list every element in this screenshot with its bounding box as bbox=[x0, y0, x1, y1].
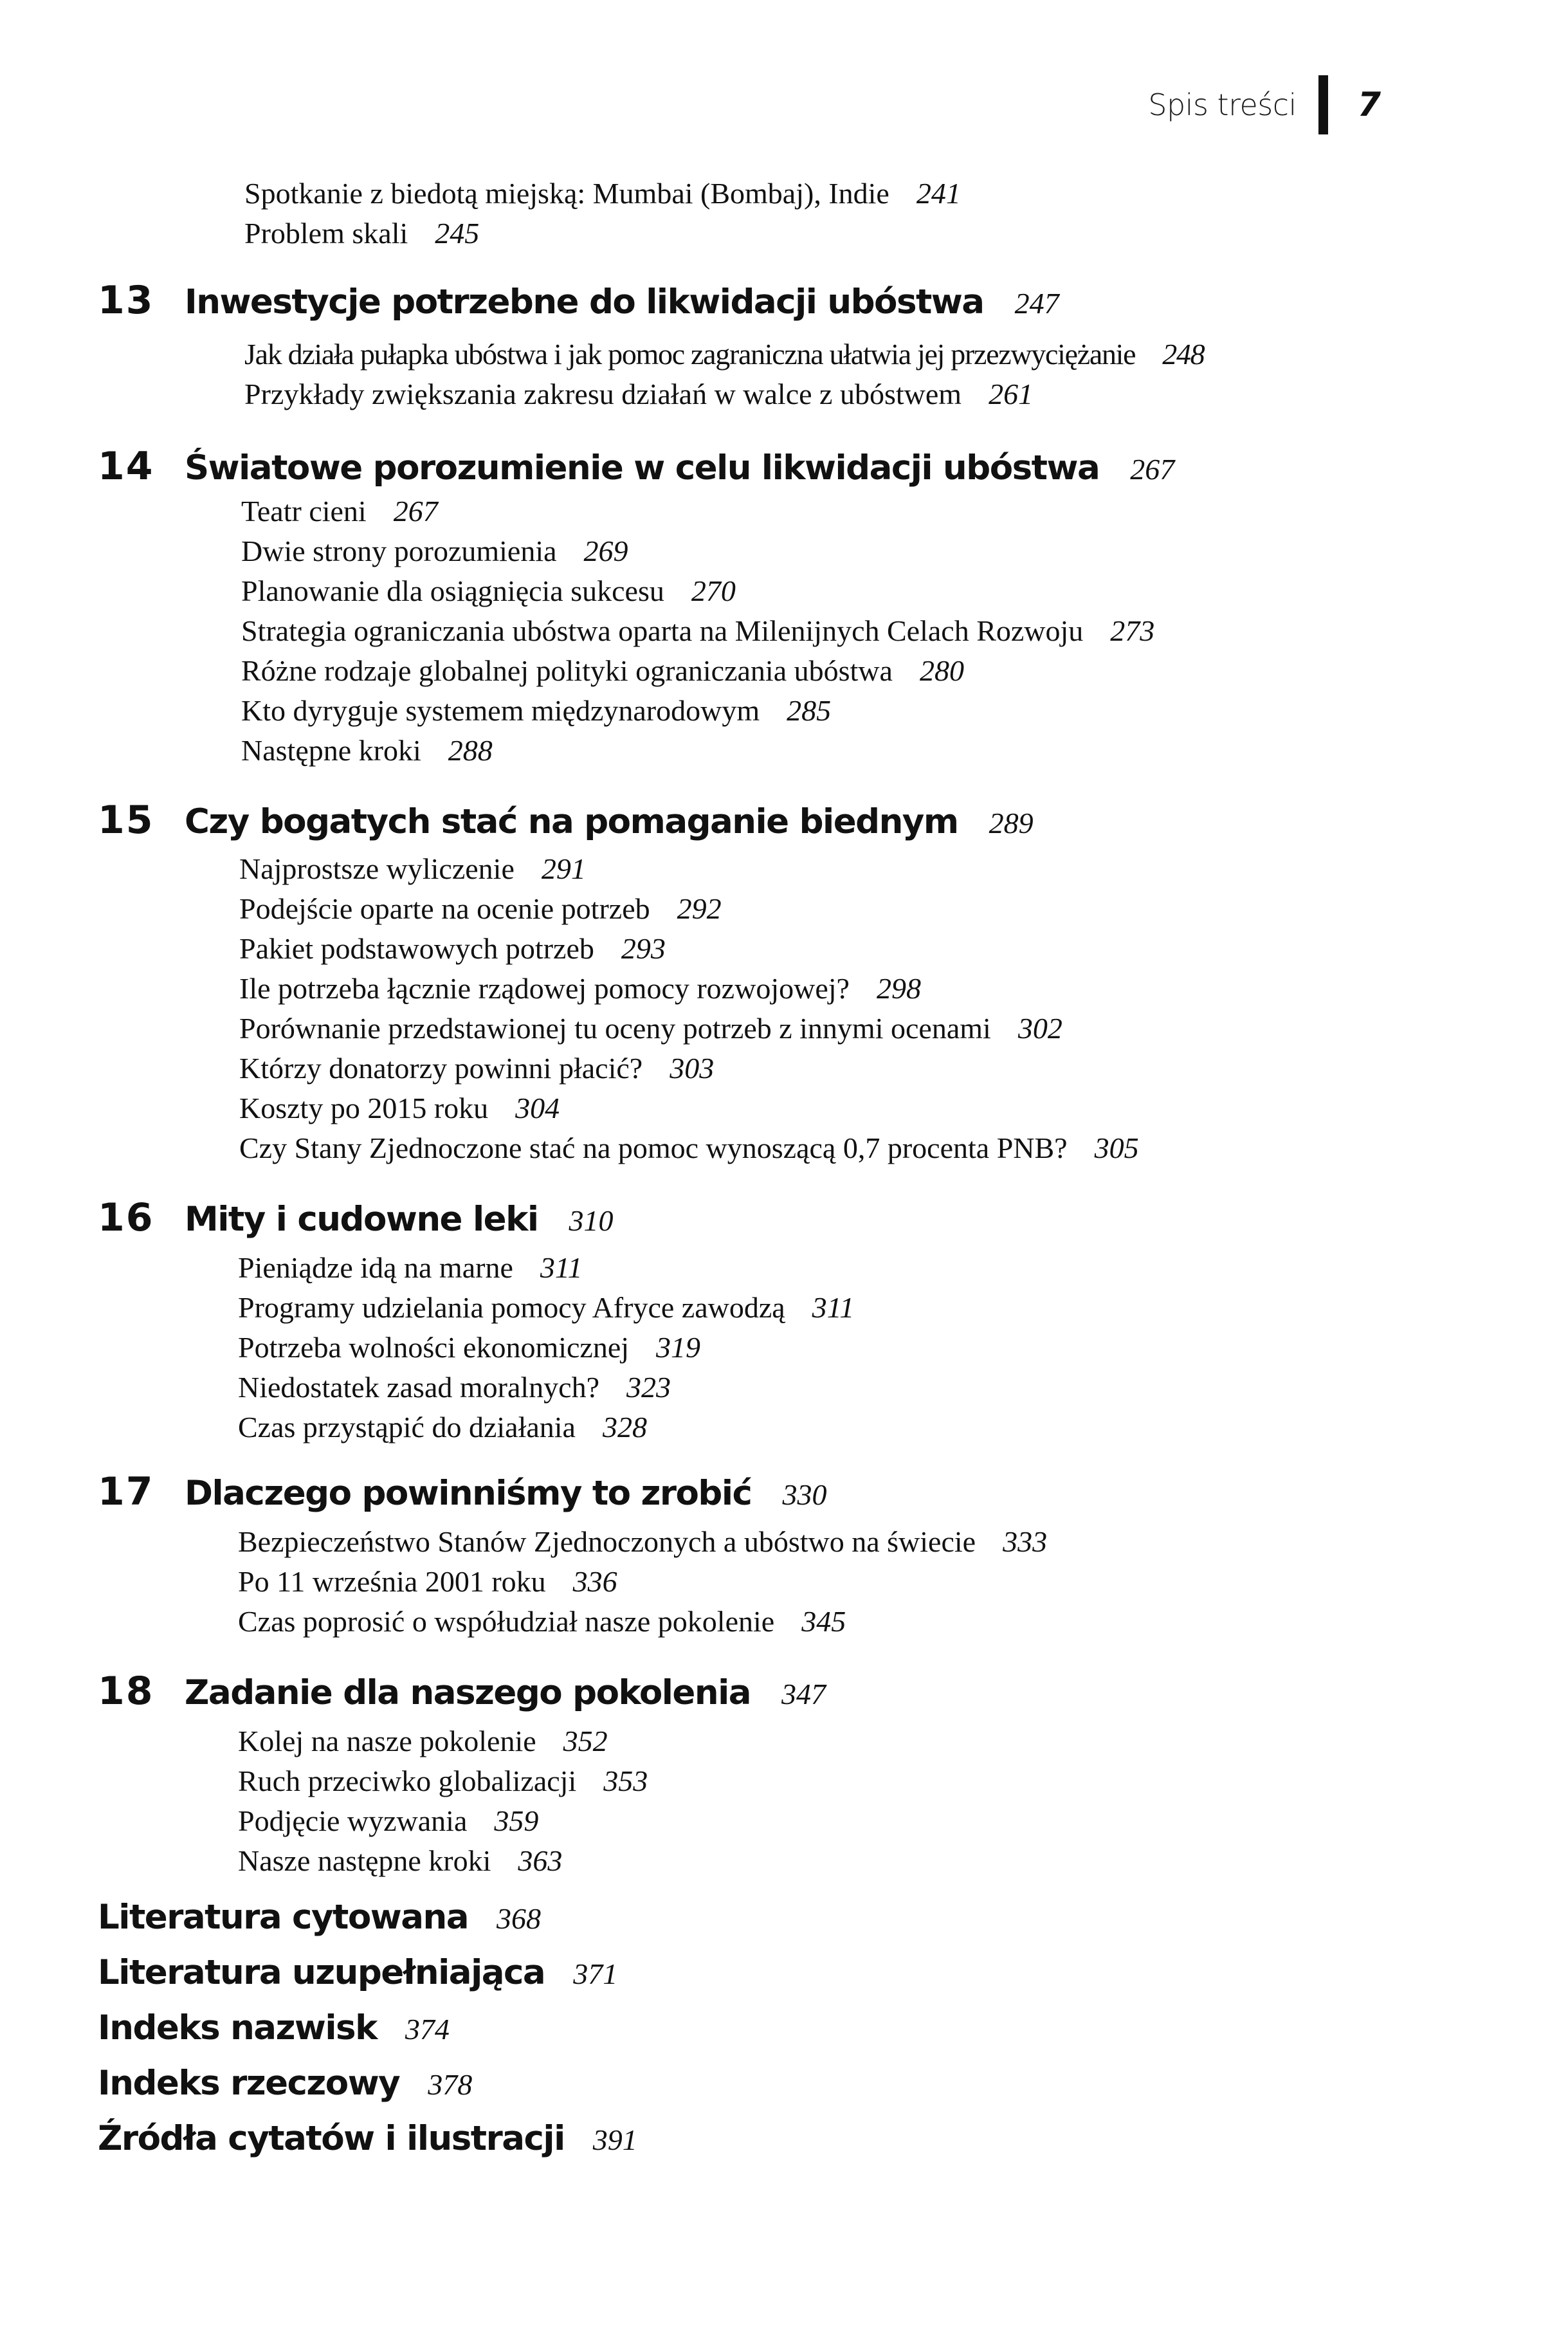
section-title: Niedostatek zasad moralnych? bbox=[238, 1371, 599, 1404]
section-page: 241 bbox=[916, 177, 961, 210]
toc-section-entry bbox=[244, 374, 1033, 414]
toc-section-entry bbox=[238, 1288, 854, 1328]
section-page: 328 bbox=[602, 1411, 647, 1444]
toc-section-entry bbox=[238, 1721, 608, 1761]
section-title: Najprostsze wyliczenie bbox=[239, 852, 515, 885]
running-header bbox=[1148, 76, 1381, 134]
section-title: Koszty po 2015 roku bbox=[239, 1092, 489, 1124]
page-number: 7 bbox=[1357, 86, 1381, 124]
toc-section-entry bbox=[238, 1407, 647, 1447]
chapter-number: 18 bbox=[98, 1669, 154, 1714]
section-page: 359 bbox=[494, 1804, 539, 1837]
section-page: 292 bbox=[677, 892, 722, 925]
toc-section-entry bbox=[238, 1248, 582, 1288]
backmatter-title: Indeks nazwisk bbox=[98, 2008, 377, 2048]
section-title: Teatr cieni bbox=[241, 495, 367, 527]
section-page: 303 bbox=[670, 1052, 715, 1085]
backmatter-page: 391 bbox=[592, 2123, 637, 2156]
section-title: Planowanie dla osiągnięcia sukcesu bbox=[241, 574, 664, 607]
chapter-title: Światowe porozumienie w celu likwidacji ubóstwa bbox=[185, 448, 1100, 488]
toc-chapter-17 bbox=[98, 1469, 826, 1514]
toc-section-entry bbox=[244, 335, 1204, 374]
toc-section-entry bbox=[238, 1841, 562, 1881]
toc-chapter-18 bbox=[98, 1669, 826, 1714]
header-bar-divider bbox=[1318, 75, 1328, 134]
section-title: Potrzeba wolności ekonomicznej bbox=[238, 1331, 630, 1364]
toc-section-entry bbox=[241, 571, 736, 611]
section-title: Ruch przeciwko globalizacji bbox=[238, 1764, 577, 1797]
toc-section-entry bbox=[244, 214, 479, 253]
chapter-page: 289 bbox=[989, 807, 1034, 839]
toc-backmatter-entry bbox=[98, 1953, 617, 1992]
section-title: Czy Stany Zjednoczone stać na pomoc wynoszącą 0,7 procenta PNB? bbox=[239, 1132, 1068, 1164]
toc-section-entry bbox=[239, 1009, 1062, 1049]
section-title: Podjęcie wyzwania bbox=[238, 1804, 468, 1837]
chapter-title: Zadanie dla naszego pokolenia bbox=[185, 1673, 751, 1712]
chapter-page: 347 bbox=[781, 1678, 826, 1710]
toc-section-entry bbox=[238, 1602, 846, 1642]
section-page: 345 bbox=[801, 1605, 846, 1638]
toc-section-entry bbox=[238, 1328, 700, 1368]
section-title: Porównanie przedstawionej tu oceny potrzeb z innymi ocenami bbox=[239, 1012, 991, 1045]
section-title: Którzy donatorzy powinni płacić? bbox=[239, 1052, 643, 1085]
section-page: 333 bbox=[1003, 1525, 1048, 1558]
chapter-page: 247 bbox=[1014, 287, 1059, 320]
section-title: Problem skali bbox=[244, 217, 408, 250]
toc-section-entry bbox=[239, 1128, 1139, 1168]
toc-section-entry bbox=[238, 1562, 617, 1602]
section-title: Czas poprosić o współudział nasze pokolenie bbox=[238, 1605, 775, 1638]
backmatter-title: Literatura uzupełniająca bbox=[98, 1953, 545, 1992]
toc-section-entry bbox=[239, 849, 586, 889]
section-page: 269 bbox=[583, 535, 628, 567]
chapter-page: 310 bbox=[569, 1204, 614, 1237]
section-page: 280 bbox=[919, 654, 964, 687]
section-page: 248 bbox=[1162, 338, 1205, 371]
section-page: 302 bbox=[1017, 1012, 1062, 1045]
toc-section-entry bbox=[238, 1761, 648, 1801]
chapter-title: Czy bogatych stać na pomaganie biednym bbox=[185, 802, 958, 841]
section-page: 291 bbox=[541, 852, 586, 885]
section-title: Następne kroki bbox=[241, 734, 421, 767]
toc-backmatter-entry bbox=[98, 2008, 450, 2048]
section-page: 273 bbox=[1110, 614, 1155, 647]
toc-section-entry bbox=[241, 731, 493, 771]
section-title: Kolej na nasze pokolenie bbox=[238, 1725, 536, 1757]
toc-section-entry bbox=[238, 1801, 538, 1841]
section-page: 304 bbox=[515, 1092, 560, 1124]
chapter-number: 17 bbox=[98, 1469, 154, 1514]
section-title: Pieniądze idą na marne bbox=[238, 1251, 513, 1284]
toc-section-entry bbox=[239, 1088, 560, 1128]
toc-chapter-16 bbox=[98, 1195, 613, 1240]
section-title: Ile potrzeba łącznie rządowej pomocy rozwojowej? bbox=[239, 972, 850, 1005]
chapter-title: Inwestycje potrzebne do likwidacji ubóstwa bbox=[185, 282, 984, 322]
toc-section-entry bbox=[239, 889, 722, 929]
section-page: 319 bbox=[656, 1331, 701, 1364]
toc-section-entry bbox=[239, 929, 666, 969]
chapter-number: 16 bbox=[98, 1195, 154, 1240]
backmatter-page: 374 bbox=[405, 2013, 450, 2046]
chapter-number: 14 bbox=[98, 444, 154, 489]
backmatter-title: Indeks rzeczowy bbox=[98, 2064, 400, 2103]
section-title: Jak działa pułapka ubóstwa i jak pomoc zagraniczna ułatwia jej przezwyciężanie bbox=[244, 338, 1136, 371]
section-page: 245 bbox=[435, 217, 480, 250]
section-title: Po 11 września 2001 roku bbox=[238, 1565, 546, 1598]
backmatter-page: 368 bbox=[496, 1902, 541, 1935]
section-page: 293 bbox=[621, 932, 666, 965]
section-title: Kto dyryguje systemem międzynarodowym bbox=[241, 694, 760, 727]
section-title: Programy udzielania pomocy Afryce zawodzą bbox=[238, 1291, 785, 1324]
chapter-page: 330 bbox=[782, 1478, 827, 1511]
section-page: 270 bbox=[691, 574, 736, 607]
chapter-page: 267 bbox=[1130, 453, 1175, 486]
section-page: 298 bbox=[876, 972, 921, 1005]
section-title: Nasze następne kroki bbox=[238, 1844, 491, 1877]
toc-chapter-13 bbox=[98, 278, 1059, 323]
chapter-number: 15 bbox=[98, 798, 154, 843]
section-page: 336 bbox=[572, 1565, 617, 1598]
section-page: 311 bbox=[812, 1291, 855, 1324]
section-title: Różne rodzaje globalnej polityki ograniczania ubóstwa bbox=[241, 654, 893, 687]
section-title: Czas przystąpić do działania bbox=[238, 1411, 576, 1444]
section-page: 267 bbox=[393, 495, 438, 527]
section-page: 311 bbox=[540, 1251, 583, 1284]
running-header-title: Spis treści bbox=[1148, 87, 1297, 122]
section-page: 352 bbox=[563, 1725, 608, 1757]
toc-section-entry bbox=[238, 1522, 1047, 1562]
toc-section-entry bbox=[244, 174, 961, 214]
backmatter-page: 378 bbox=[428, 2068, 473, 2101]
toc-section-entry bbox=[241, 531, 628, 571]
toc-chapter-15 bbox=[98, 798, 1034, 843]
toc-section-entry bbox=[239, 1049, 714, 1088]
toc-section-entry bbox=[241, 491, 438, 531]
toc-section-entry bbox=[239, 969, 921, 1009]
chapter-title: Mity i cudowne leki bbox=[185, 1200, 538, 1239]
section-title: Strategia ograniczania ubóstwa oparta na Milenijnych Celach Rozwoju bbox=[241, 614, 1084, 647]
section-title: Bezpieczeństwo Stanów Zjednoczonych a ubóstwo na świecie bbox=[238, 1525, 976, 1558]
toc-chapter-14 bbox=[98, 444, 1174, 489]
section-page: 288 bbox=[448, 734, 493, 767]
backmatter-title: Źródła cytatów i ilustracji bbox=[98, 2119, 565, 2158]
chapter-title: Dlaczego powinniśmy to zrobić bbox=[185, 1474, 752, 1513]
section-page: 323 bbox=[626, 1371, 671, 1404]
section-page: 285 bbox=[787, 694, 832, 727]
section-page: 353 bbox=[603, 1764, 648, 1797]
toc-backmatter-entry bbox=[98, 2119, 637, 2158]
section-title: Podejście oparte na ocenie potrzeb bbox=[239, 892, 650, 925]
chapter-number: 13 bbox=[98, 278, 154, 323]
section-title: Pakiet podstawowych potrzeb bbox=[239, 932, 594, 965]
section-title: Przykłady zwiększania zakresu działań w walce z ubóstwem bbox=[244, 378, 962, 410]
toc-backmatter-entry bbox=[98, 1898, 541, 1937]
backmatter-title: Literatura cytowana bbox=[98, 1898, 468, 1937]
toc-backmatter-entry bbox=[98, 2064, 472, 2103]
section-title: Spotkanie z biedotą miejską: Mumbai (Bombaj), Indie bbox=[244, 177, 889, 210]
section-page: 305 bbox=[1094, 1132, 1139, 1164]
toc-section-entry bbox=[238, 1368, 671, 1407]
toc-section-entry bbox=[241, 611, 1154, 651]
section-title: Dwie strony porozumienia bbox=[241, 535, 557, 567]
toc-section-entry bbox=[241, 691, 831, 731]
section-page: 261 bbox=[989, 378, 1034, 410]
section-page: 363 bbox=[518, 1844, 563, 1877]
backmatter-page: 371 bbox=[573, 1957, 618, 1990]
toc-section-entry bbox=[241, 651, 964, 691]
